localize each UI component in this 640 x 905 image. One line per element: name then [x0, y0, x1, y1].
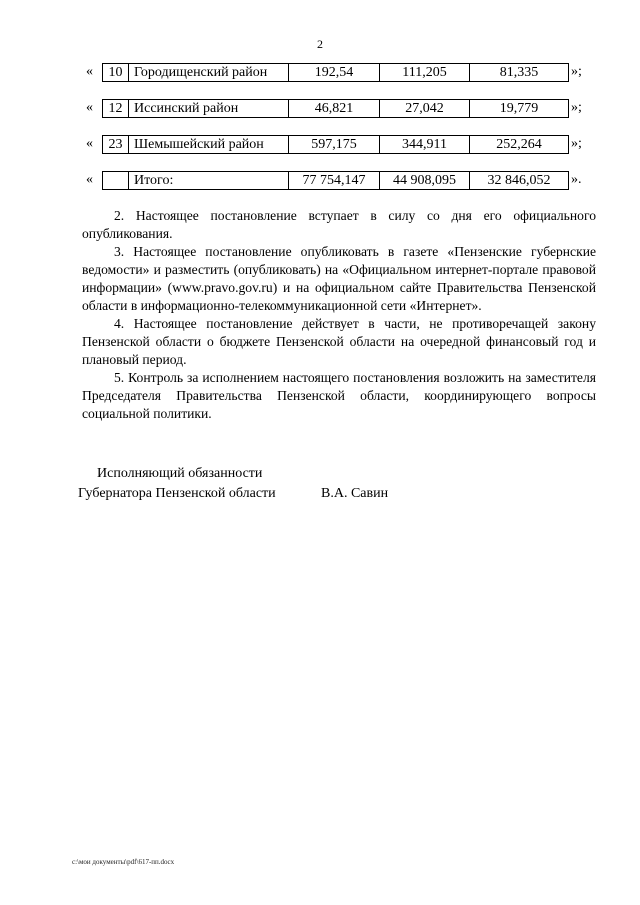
row-number	[102, 171, 129, 190]
total-label: Итого:	[129, 171, 289, 190]
paragraph-3: 3. Настоящее постановление опубликовать в газете «Пензенские губернские ведомости» и разместить (опубликовать) на «Официальном интернет-портале правовой информации» (www.pravo.gov.ru) и на официальном сайте Правительства Пензенской области в информационно-телекоммуникационной сети «Интернет».	[82, 244, 596, 313]
table-row	[0, 63, 640, 82]
open-quote: «	[86, 136, 93, 151]
value-2: 27,042	[380, 99, 470, 118]
table-row	[0, 135, 640, 154]
signatory-name: В.А. Савин	[321, 486, 389, 501]
total-value-3: 32 846,052	[470, 171, 569, 190]
close-quote: »;	[571, 64, 582, 79]
row-number: 12	[102, 99, 129, 118]
signatory-title-line-1: Исполняющий обязанности	[97, 466, 263, 481]
row-number: 10	[102, 63, 129, 82]
value-1: 597,175	[289, 135, 380, 154]
table-row	[0, 99, 640, 118]
close-quote-final: ».	[571, 172, 582, 187]
value-3: 252,264	[470, 135, 569, 154]
open-quote: «	[86, 172, 93, 187]
close-quote: »;	[571, 136, 582, 151]
total-row	[0, 171, 640, 190]
open-quote: «	[86, 100, 93, 115]
paragraph-5: 5. Контроль за исполнением настоящего постановления возложить на заместителя Председателя Правительства Пензенской области, координирующего вопросы социальной политики.	[82, 370, 596, 421]
total-value-2: 44 908,095	[380, 171, 470, 190]
signatory-title-line-2: Губернатора Пензенской области	[78, 486, 276, 501]
value-2: 111,205	[380, 63, 470, 82]
district-name: Городищенский район	[129, 63, 289, 82]
value-3: 19,779	[470, 99, 569, 118]
district-name: Иссинский район	[129, 99, 289, 118]
value-3: 81,335	[470, 63, 569, 82]
total-value-1: 77 754,147	[289, 171, 380, 190]
value-1: 46,821	[289, 99, 380, 118]
paragraph-2: 2. Настоящее постановление вступает в силу со дня его официального опубликования.	[82, 208, 596, 241]
value-1: 192,54	[289, 63, 380, 82]
value-2: 344,911	[380, 135, 470, 154]
close-quote: »;	[571, 100, 582, 115]
open-quote: «	[86, 64, 93, 79]
page-number: 2	[317, 37, 323, 51]
paragraph-4: 4. Настоящее постановление действует в части, не противоречащей закону Пензенской области о бюджете Пензенской области на очередной финансовый год и плановый период.	[82, 316, 596, 367]
district-name: Шемышейский район	[129, 135, 289, 154]
row-number: 23	[102, 135, 129, 154]
footer-file-path: c:\мои документы\pdf\617-пп.docx	[72, 858, 175, 866]
